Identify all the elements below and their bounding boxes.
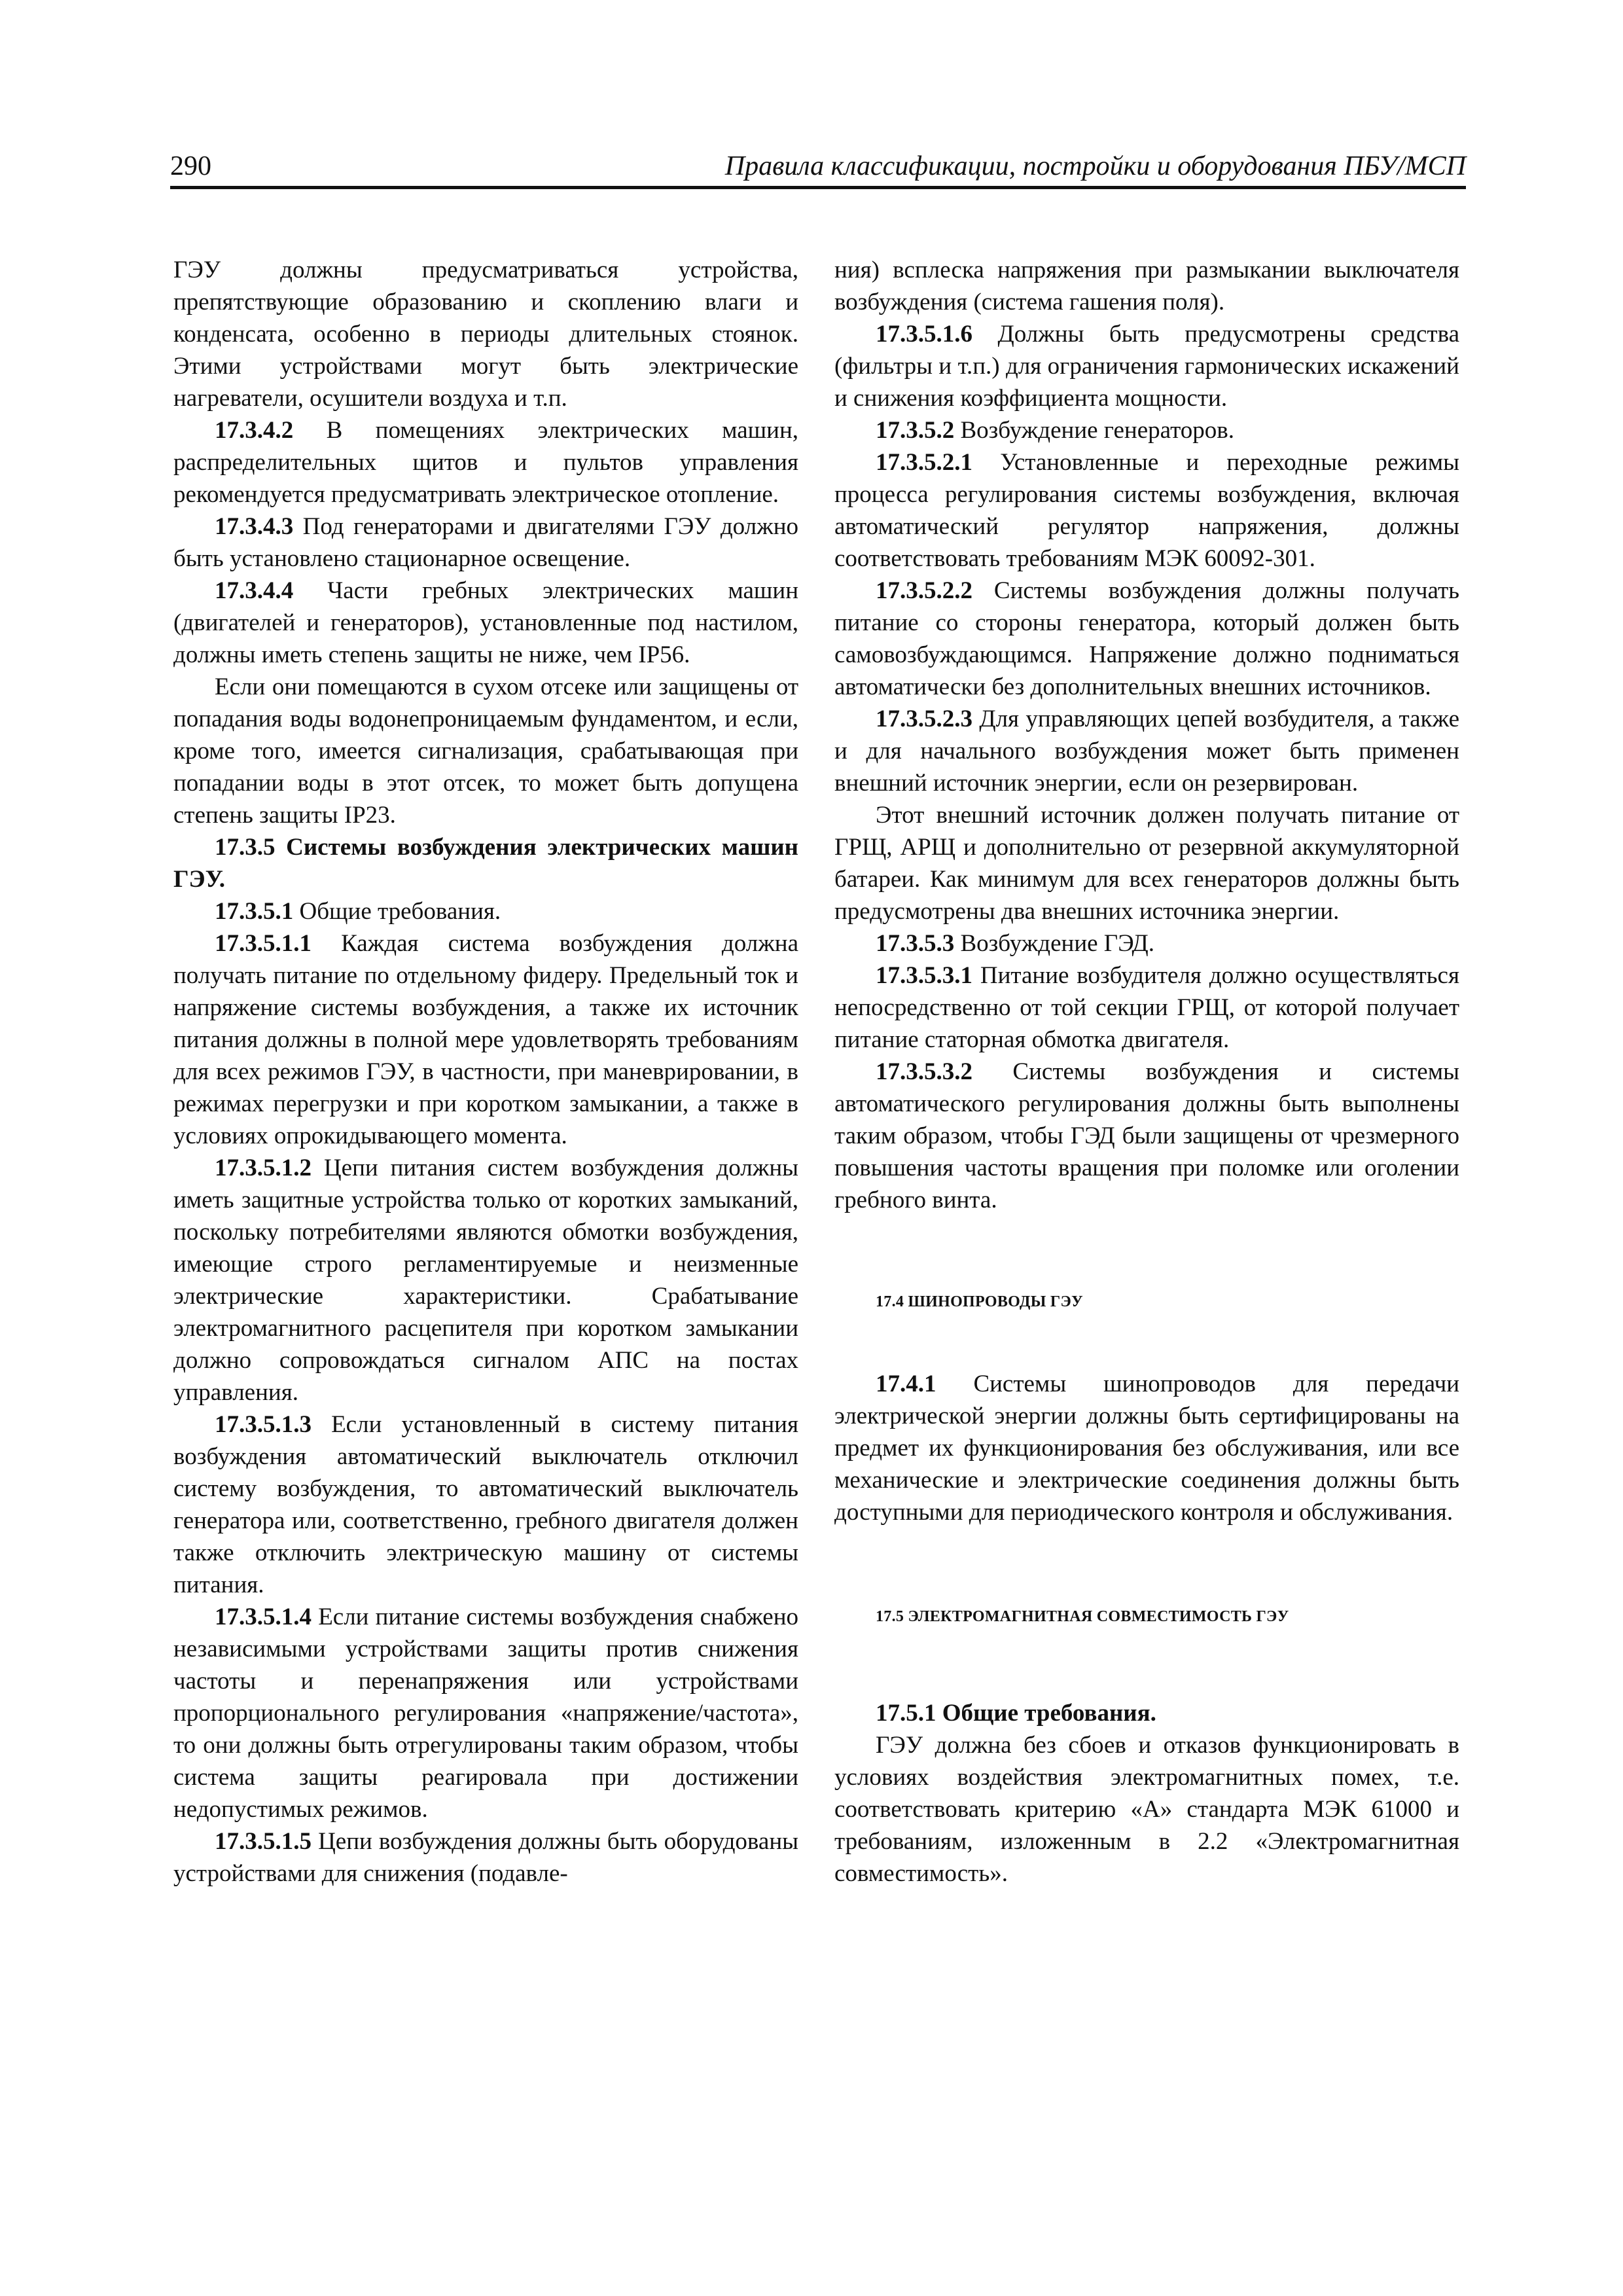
clause-17-3-5-2-2: [834, 575, 1459, 703]
clause-text: Если установленный в систему питания возбуждения автоматический выключатель отключил систему возбуждения, то автоматический выключатель генератора или, соответственно, гребного двигателя должен также отключить электрическую машину от системы питания.: [173, 1411, 798, 1598]
paragraph-continuation: ГЭУ должны предусматриваться устройства, препятствующие образованию и скоплению влаги и конденсата, особенно в периоды длительных стоянок. Этими устройствами могут быть электрические нагреватели, осушители воздуха и т.п.: [173, 257, 798, 412]
clause-text: Системы возбуждения и системы автоматического регулирования должны быть выполнены таким образом, чтобы ГЭД были защищены от чрезмерного повышения частоты вращения при поломке или оголении гребного винта.: [834, 1058, 1459, 1213]
section-heading-17-5-1: 17.5.1 Общие требования.: [876, 1700, 1156, 1727]
clause-text: Питание возбудителя должно осуществляться непосредственно от той секции ГРЩ, от которой получает питание статорная обмотка двигателя.: [834, 962, 1459, 1053]
clause-17-3-5-1-3: [173, 1408, 798, 1601]
left-column: [173, 254, 798, 1890]
clause-17-3-5-3-2: [834, 1056, 1459, 1216]
clause-text: Для управляющих цепей возбудителя, а также и для начального возбуждения может быть применен внешний источник энергии, если он резервирован.: [834, 706, 1459, 797]
clause-text: Возбуждение ГЭД.: [954, 930, 1155, 957]
clause-number: 17.3.5.3.2: [876, 1058, 972, 1085]
section-heading-17-3-5: 17.3.5 Системы возбуждения электрических машин ГЭУ.: [173, 834, 798, 893]
clause-text: В помещениях электрических машин, распределительных щитов и пультов управления рекомендуется предусматривать электрическое отопление.: [173, 417, 798, 508]
clause-number: 17.3.5.2.2: [876, 577, 972, 604]
clause-17-3-5-1-1: [173, 927, 798, 1152]
clause-number: 17.3.5.1.3: [215, 1411, 312, 1438]
clause-number: 17.3.5.2.3: [876, 706, 972, 732]
clause-number: 17.3.5.1.4: [215, 1604, 312, 1630]
page-header: [170, 143, 1466, 189]
clause-text: Установленные и переходные режимы процесса регулирования системы возбуждения, включая автоматический регулятор напряжения, должны соответствовать требованиям МЭК 60092-301.: [834, 449, 1459, 572]
clause-text: Общие требования.: [293, 898, 501, 925]
spacer: [834, 1626, 1459, 1697]
clause-17-3-5-1-5: [173, 1825, 798, 1890]
clause-17-3-5-2-3: [834, 703, 1459, 799]
clause-text: Под генераторами и двигателями ГЭУ должно быть установлено стационарное освещение.: [173, 513, 798, 572]
clause-17-3-4-3: [173, 511, 798, 575]
clause-number: 17.3.5.3.1: [876, 962, 972, 989]
clause-17-3-5-2-1: [834, 446, 1459, 575]
clause-17-3-5-1-2: [173, 1152, 798, 1408]
clause-17-3-5-1-6: [834, 318, 1459, 414]
chapter-heading-17-5: 17.5 ЭЛЕКТРОМАГНИТНАЯ СОВМЕСТИМОСТЬ ГЭУ: [876, 1608, 1289, 1625]
clause-number: 17.3.5.1.5: [215, 1828, 312, 1855]
clause-number: 17.3.5.1.1: [215, 930, 312, 957]
clause-17-3-5-1: [173, 895, 798, 927]
paragraph-external-source: Этот внешний источник должен получать питание от ГРЩ, АРЩ и дополнительно от резервной аккумуляторной батареи. Как минимум для всех генераторов должны быть предусмотрены два внешних источника энергии.: [834, 802, 1459, 925]
clause-number: 17.3.5.1.2: [215, 1155, 312, 1181]
clause-17-3-5-3: [834, 927, 1459, 960]
clause-17-4-1: [834, 1368, 1459, 1528]
clause-text: Цепи возбуждения должны быть оборудованы устройствами для снижения (подавле-: [173, 1828, 798, 1887]
spacer: [834, 1216, 1459, 1292]
clause-text: Части гребных электрических машин (двигателей и генераторов), установленные под настилом, должны иметь степень защиты не ниже, чем IP56.: [173, 577, 798, 668]
clause-number: 17.3.5.2.1: [876, 449, 972, 476]
clause-number: 17.3.4.3: [215, 513, 294, 540]
clause-17-3-5-3-1: [834, 960, 1459, 1056]
right-column: [834, 254, 1459, 1890]
clause-17-3-5-2: [834, 414, 1459, 446]
clause-number: 17.3.5.2: [876, 417, 955, 444]
clause-text: Цепи питания систем возбуждения должны иметь защитные устройства только от коротких замыканий, поскольку потребителями являются обмотки возбуждения, имеющие строго регламентируемые и неизменные электрические характеристики. Срабатывание электромагнитного расцепителя при коротком замыкании должно сопровождаться сигналом АПС на постах управления.: [173, 1155, 798, 1406]
clause-text: Возбуждение генераторов.: [954, 417, 1235, 444]
running-title: Правила классификации, постройки и оборудования ПБУ/МСП: [724, 151, 1466, 181]
paragraph-emc-requirements: ГЭУ должна без сбоев и отказов функционировать в условиях воздействия электромагнитных помех, т.е. соответствовать критерию «А» стандарта МЭК 61000 и требованиям, изложенным в 2.2 «Электромагнитная совместимость».: [834, 1732, 1459, 1887]
clause-text: Каждая система возбуждения должна получать питание по отдельному фидеру. Предельный ток и напряжение системы возбуждения, а также их источник питания должны в полной мере удовлетворять требованиям для всех режимов ГЭУ, в частности, при маневрировании, в режимах перегрузки и при коротком замыкании, а также в условиях опрокидывающего момента.: [173, 930, 798, 1149]
clause-17-3-4-2: [173, 414, 798, 511]
spacer: [834, 1528, 1459, 1607]
clause-text: Системы возбуждения должны получать питание со стороны генератора, который должен быть самовозбуждающимся. Напряжение должно подниматься автоматически без дополнительных внешних источников.: [834, 577, 1459, 700]
clause-number: 17.3.5.3: [876, 930, 955, 957]
clause-17-3-4-4: [173, 575, 798, 671]
clause-17-3-5-1-4: [173, 1601, 798, 1825]
clause-text: Если питание системы возбуждения снабжено независимыми устройствами защиты против снижения частоты и перенапряжения или устройствами пропорционального регулирования «напряжение/частота», то они должны быть отрегулированы таким образом, чтобы система защиты реагировала при достижении недопустимых режимов.: [173, 1604, 798, 1823]
clause-number: 17.4.1: [876, 1371, 936, 1397]
spacer: [834, 1312, 1459, 1368]
clause-number: 17.3.5.1: [215, 898, 294, 925]
clause-number: 17.3.5.1.6: [876, 321, 972, 348]
clause-number: 17.3.4.4: [215, 577, 294, 604]
clause-number: 17.3.4.2: [215, 417, 294, 444]
chapter-heading-17-4: 17.4 ШИНОПРОВОДЫ ГЭУ: [876, 1293, 1083, 1310]
paragraph-continuation: ния) всплеска напряжения при размыкании выключателя возбуждения (система гашения поля).: [834, 257, 1459, 315]
clause-text: Системы шинопроводов для передачи электрической энергии должны быть сертифицированы на предмет их функционирования без обслуживания, или все механические и электрические соединения должны быть доступными для периодического контроля и обслуживания.: [834, 1371, 1459, 1526]
clause-text: Должны быть предусмотрены средства (фильтры и т.п.) для ограничения гармонических искажений и снижения коэффициента мощности.: [834, 321, 1459, 412]
paragraph-dry-compartment: Если они помещаются в сухом отсеке или защищены от попадания воды водонепроницаемым фундаментом, и если, кроме того, имеется сигнализация, срабатывающая при попадании воды в этот отсек, то может быть допущена степень защиты IP23.: [173, 673, 798, 829]
page-number: 290: [170, 151, 211, 181]
